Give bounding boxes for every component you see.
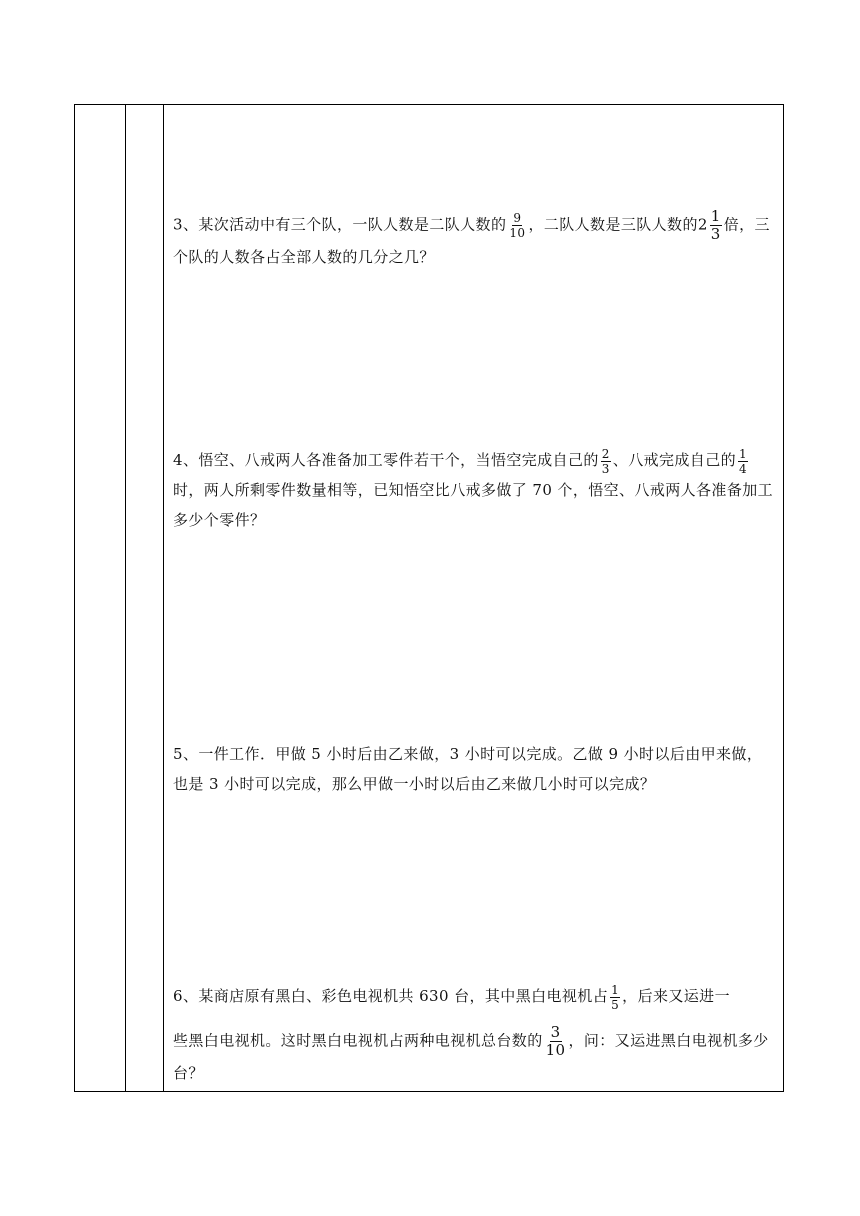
column-divider (163, 105, 164, 1091)
question-text: 3、某次活动中有三个队，一队人数是二队人数的 (173, 215, 507, 234)
fraction-numerator: 1 (611, 982, 620, 997)
fraction-numerator: 3 (550, 1023, 561, 1041)
fraction-denominator: 10 (509, 226, 526, 240)
fraction (508, 212, 526, 239)
question-text: 时，两人所剩零件数量相等，已知悟空比八戒多做了 70 个，悟空、八戒两人各准备加工多少个零件？ (173, 481, 774, 529)
question-3 (173, 209, 777, 272)
question-text: ，二队人数是三队人数的 (528, 215, 698, 234)
question-4 (173, 445, 777, 535)
fraction (738, 448, 748, 475)
worksheet-table (74, 104, 784, 1092)
mixed-number-whole: 2 (697, 215, 708, 234)
fraction (545, 1025, 567, 1058)
fraction-denominator: 10 (545, 1041, 566, 1059)
fraction-denominator: 5 (611, 997, 620, 1012)
fraction-numerator: 9 (513, 211, 522, 225)
question-text: ，后来又运进一 (622, 987, 730, 1005)
fraction (710, 209, 722, 242)
question-text: 、八戒完成自己的 (612, 451, 736, 469)
question-5 (173, 739, 777, 799)
question-text: 倍，三个队的人数各占全部人数的几分之几？ (173, 215, 770, 266)
fraction-denominator: 4 (739, 461, 748, 476)
fraction-denominator: 3 (710, 225, 721, 243)
fraction-denominator: 3 (601, 461, 610, 476)
question-text: ，问：又运进黑白电视机多少台？ (173, 1031, 769, 1082)
question-text: 6、某商店原有黑白、彩色电视机共 630 台，其中黑白电视机占 (173, 987, 609, 1005)
column-divider (125, 105, 126, 1091)
question-text: 些黑白电视机。这时黑白电视机占两种电视机总台数的 (173, 1031, 543, 1050)
question-6 (173, 981, 777, 1088)
fraction-numerator: 1 (710, 207, 721, 225)
question-text: 5、一件工作．甲做 5 小时后由乙来做，3 小时可以完成。乙做 9 小时以后由甲来做，也是 3 小时可以完成，那么甲做一小时以后由乙来做几小时可以完成？ (173, 745, 763, 793)
question-text: 4、悟空、八戒两人各准备加工零件若干个，当悟空完成自己的 (173, 451, 599, 469)
fraction (601, 448, 611, 475)
fraction-numerator: 1 (739, 446, 748, 461)
fraction (610, 984, 620, 1011)
fraction-numerator: 2 (601, 446, 610, 461)
